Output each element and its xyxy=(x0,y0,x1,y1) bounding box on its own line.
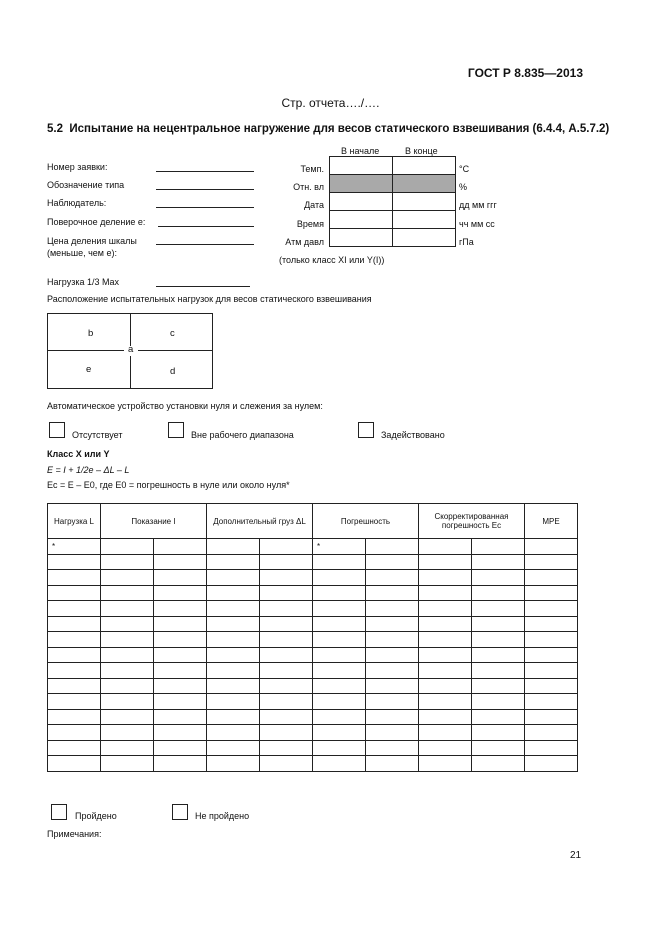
env-unit-time: чч мм сс xyxy=(459,219,495,229)
table-cell[interactable] xyxy=(207,694,260,710)
section-heading: Испытание на нецентральное нагружение для весов статического взвешивания (6.4.4, A.5.7.2) xyxy=(69,123,610,135)
checkbox-active-label: Задействовано xyxy=(381,430,445,440)
table-cell[interactable] xyxy=(207,616,260,632)
table-cell[interactable] xyxy=(366,709,419,725)
table-cell[interactable] xyxy=(207,570,260,586)
table-row xyxy=(48,740,578,756)
table-row xyxy=(48,709,578,725)
table-cell[interactable] xyxy=(313,678,366,694)
header-corrected-error: Скорректированная погрешность Ec xyxy=(419,504,525,539)
table-cell[interactable] xyxy=(419,678,472,694)
table-cell[interactable] xyxy=(472,554,525,570)
env-note: (только класс XI или Y(I)) xyxy=(279,255,385,265)
table-cell[interactable] xyxy=(472,663,525,679)
table-cell[interactable] xyxy=(366,601,419,617)
table-row xyxy=(48,663,578,679)
header-mpe: MPE xyxy=(525,504,578,539)
table-cell[interactable] xyxy=(48,678,101,694)
table-cell[interactable] xyxy=(525,756,578,772)
section-number: 5.2 xyxy=(47,123,63,135)
table-cell[interactable] xyxy=(313,616,366,632)
table-cell[interactable] xyxy=(48,570,101,586)
checkbox-active[interactable] xyxy=(358,422,374,438)
table-cell[interactable] xyxy=(101,601,154,617)
header-reading: Показание I xyxy=(101,504,207,539)
table-cell[interactable] xyxy=(154,740,207,756)
table-mark: * xyxy=(313,539,366,555)
table-cell[interactable] xyxy=(313,632,366,648)
env-label-temp: Темп. xyxy=(300,164,324,174)
table-cell[interactable] xyxy=(48,663,101,679)
table-cell[interactable] xyxy=(366,740,419,756)
table-cell[interactable] xyxy=(419,725,472,741)
table-cell[interactable] xyxy=(419,694,472,710)
table-cell[interactable] xyxy=(101,694,154,710)
table-cell[interactable] xyxy=(313,647,366,663)
table-cell[interactable] xyxy=(101,647,154,663)
position-c: c xyxy=(170,328,175,339)
table-cell[interactable] xyxy=(154,616,207,632)
table-cell[interactable] xyxy=(260,632,313,648)
section-title xyxy=(47,123,609,135)
table-cell[interactable] xyxy=(48,694,101,710)
table-cell[interactable] xyxy=(101,539,154,555)
field-label-verification-division: Поверочное деление e: xyxy=(47,217,146,227)
table-cell[interactable] xyxy=(207,709,260,725)
table-cell[interactable] xyxy=(366,632,419,648)
table-cell[interactable] xyxy=(101,616,154,632)
load-position-diagram xyxy=(47,313,213,389)
table-cell[interactable] xyxy=(419,601,472,617)
table-cell[interactable] xyxy=(260,725,313,741)
table-cell[interactable] xyxy=(313,570,366,586)
table-cell[interactable] xyxy=(419,616,472,632)
table-cell[interactable] xyxy=(419,585,472,601)
checkbox-out-of-range[interactable] xyxy=(168,422,184,438)
table-cell[interactable] xyxy=(366,663,419,679)
table-cell[interactable] xyxy=(525,647,578,663)
table-cell[interactable] xyxy=(525,740,578,756)
table-cell[interactable] xyxy=(154,709,207,725)
table-cell[interactable] xyxy=(154,663,207,679)
field-label-scale-division-note: (меньше, чем e): xyxy=(47,248,117,258)
table-cell[interactable] xyxy=(419,539,472,555)
table-cell[interactable] xyxy=(472,694,525,710)
table-cell[interactable] xyxy=(260,539,313,555)
env-unit-date: дд мм ггг xyxy=(459,200,497,210)
table-mark: * xyxy=(48,539,101,555)
header-load: Нагрузка L xyxy=(48,504,101,539)
table-row xyxy=(48,756,578,772)
checkbox-passed-label: Пройдено xyxy=(75,811,117,821)
table-cell[interactable] xyxy=(472,740,525,756)
table-cell[interactable] xyxy=(207,647,260,663)
env-label-humidity: Отн. вл xyxy=(293,182,324,192)
table-cell[interactable] xyxy=(154,554,207,570)
table-cell[interactable] xyxy=(101,709,154,725)
table-cell[interactable] xyxy=(48,756,101,772)
table-cell[interactable] xyxy=(260,678,313,694)
field-line-application[interactable] xyxy=(156,171,254,172)
table-cell[interactable] xyxy=(260,570,313,586)
table-cell[interactable] xyxy=(525,539,578,555)
position-d: d xyxy=(170,366,176,377)
table-cell[interactable] xyxy=(260,663,313,679)
table-cell[interactable] xyxy=(101,740,154,756)
table-row xyxy=(48,539,578,555)
table-cell[interactable] xyxy=(154,539,207,555)
table-cell[interactable] xyxy=(154,756,207,772)
table-cell[interactable] xyxy=(207,663,260,679)
table-cell[interactable] xyxy=(48,585,101,601)
table-cell[interactable] xyxy=(525,694,578,710)
table-cell[interactable] xyxy=(260,756,313,772)
table-cell[interactable] xyxy=(525,709,578,725)
table-cell[interactable] xyxy=(366,554,419,570)
table-cell[interactable] xyxy=(525,554,578,570)
checkbox-absent[interactable] xyxy=(49,422,65,438)
table-row xyxy=(48,585,578,601)
table-cell[interactable] xyxy=(260,694,313,710)
table-cell[interactable] xyxy=(366,647,419,663)
table-cell[interactable] xyxy=(101,554,154,570)
table-cell[interactable] xyxy=(366,678,419,694)
table-cell[interactable] xyxy=(101,663,154,679)
table-cell[interactable] xyxy=(419,570,472,586)
notes-label: Примечания: xyxy=(47,829,102,839)
table-cell[interactable] xyxy=(472,632,525,648)
checkbox-failed[interactable] xyxy=(172,804,188,820)
table-cell[interactable] xyxy=(207,725,260,741)
env-cell[interactable] xyxy=(393,193,456,211)
environment-grid xyxy=(329,156,456,247)
env-col-start: В начале xyxy=(341,146,380,156)
table-cell[interactable] xyxy=(472,725,525,741)
table-cell[interactable] xyxy=(207,601,260,617)
table-cell[interactable] xyxy=(154,632,207,648)
env-cell[interactable] xyxy=(393,229,456,247)
table-row xyxy=(48,570,578,586)
table-cell[interactable] xyxy=(366,585,419,601)
table-cell[interactable] xyxy=(419,632,472,648)
table-cell[interactable] xyxy=(313,756,366,772)
table-cell[interactable] xyxy=(366,756,419,772)
table-cell[interactable] xyxy=(48,632,101,648)
table-cell[interactable] xyxy=(419,647,472,663)
table-cell[interactable] xyxy=(366,616,419,632)
table-row xyxy=(48,554,578,570)
env-label-date: Дата xyxy=(304,200,324,210)
table-cell[interactable] xyxy=(260,709,313,725)
env-col-end: В конце xyxy=(405,146,438,156)
env-cell[interactable] xyxy=(330,211,393,229)
table-cell[interactable] xyxy=(525,663,578,679)
table-cell[interactable] xyxy=(207,585,260,601)
page-number: 21 xyxy=(570,850,582,861)
table-cell[interactable] xyxy=(472,570,525,586)
table-cell[interactable] xyxy=(525,570,578,586)
table-cell[interactable] xyxy=(207,740,260,756)
table-cell[interactable] xyxy=(101,678,154,694)
table-cell[interactable] xyxy=(472,616,525,632)
table-cell[interactable] xyxy=(472,709,525,725)
table-cell[interactable] xyxy=(472,601,525,617)
table-cell[interactable] xyxy=(313,663,366,679)
env-unit-temp: °C xyxy=(459,164,470,174)
checkbox-passed[interactable] xyxy=(51,804,67,820)
table-row xyxy=(48,632,578,648)
table-cell[interactable] xyxy=(48,601,101,617)
load-line[interactable] xyxy=(156,286,250,287)
table-cell[interactable] xyxy=(472,585,525,601)
table-cell[interactable] xyxy=(313,725,366,741)
header-error: Погрешность xyxy=(313,504,419,539)
table-cell[interactable] xyxy=(366,539,419,555)
table-cell[interactable] xyxy=(101,585,154,601)
table-cell[interactable] xyxy=(101,570,154,586)
table-cell[interactable] xyxy=(154,678,207,694)
env-cell[interactable] xyxy=(393,211,456,229)
table-cell[interactable] xyxy=(207,632,260,648)
table-cell[interactable] xyxy=(419,740,472,756)
env-cell[interactable] xyxy=(330,229,393,247)
table-cell[interactable] xyxy=(313,601,366,617)
table-row xyxy=(48,725,578,741)
table-cell[interactable] xyxy=(313,694,366,710)
table-cell[interactable] xyxy=(525,632,578,648)
env-unit-pressure: гПа xyxy=(459,237,474,247)
table-cell[interactable] xyxy=(207,554,260,570)
table-cell[interactable] xyxy=(101,756,154,772)
field-label-scale-division: Цена деления шкалы xyxy=(47,236,137,246)
position-e: e xyxy=(86,364,92,375)
layout-title: Расположение испытательных нагрузок для весов статического взвешивания xyxy=(47,294,372,304)
env-cell-shaded xyxy=(330,175,393,193)
table-cell[interactable] xyxy=(525,585,578,601)
table-cell[interactable] xyxy=(154,725,207,741)
table-row xyxy=(48,678,578,694)
table-cell[interactable] xyxy=(48,709,101,725)
table-cell[interactable] xyxy=(366,694,419,710)
env-cell[interactable] xyxy=(330,193,393,211)
table-cell[interactable] xyxy=(207,756,260,772)
table-cell[interactable] xyxy=(260,585,313,601)
table-cell[interactable] xyxy=(260,601,313,617)
table-cell[interactable] xyxy=(366,570,419,586)
checkbox-absent-label: Отсутствует xyxy=(72,430,123,440)
load-label: Нагрузка 1/3 Max xyxy=(47,277,119,287)
table-row xyxy=(48,694,578,710)
table-cell[interactable] xyxy=(525,616,578,632)
table-cell[interactable] xyxy=(525,678,578,694)
standard-number: ГОСТ Р 8.835—2013 xyxy=(467,66,583,80)
class-title: Класс X или Y xyxy=(47,449,110,459)
field-line-type[interactable] xyxy=(156,189,254,190)
field-label-application: Номер заявки: xyxy=(47,162,108,172)
zero-tracking-title: Автоматическое устройство установки нуля и слежения за нулем: xyxy=(47,401,323,411)
table-cell[interactable] xyxy=(525,725,578,741)
table-cell[interactable] xyxy=(419,756,472,772)
formula-error: E = I + 1/2e – ΔL – L xyxy=(47,465,130,475)
table-cell[interactable] xyxy=(472,678,525,694)
checkbox-failed-label: Не пройдено xyxy=(195,811,250,821)
env-cell-shaded xyxy=(393,175,456,193)
table-cell[interactable] xyxy=(207,539,260,555)
report-page: Стр. отчета…./…. xyxy=(281,96,380,110)
position-b: b xyxy=(88,328,94,339)
results-table xyxy=(47,503,578,772)
formula-corrected-error: Ec = E – E0, где E0 = погрешность в нуле или около нуля* xyxy=(47,480,290,490)
field-line-observer[interactable] xyxy=(156,207,254,208)
table-cell[interactable] xyxy=(207,678,260,694)
header-additional-weight: Дополнительный груз ΔL xyxy=(207,504,313,539)
table-cell[interactable] xyxy=(472,647,525,663)
table-cell[interactable] xyxy=(419,663,472,679)
table-cell[interactable] xyxy=(313,554,366,570)
table-cell[interactable] xyxy=(154,585,207,601)
position-a: a xyxy=(128,344,134,355)
checkbox-out-of-range-label: Вне рабочего диапазона xyxy=(191,430,294,440)
table-cell[interactable] xyxy=(48,740,101,756)
table-cell[interactable] xyxy=(419,554,472,570)
table-cell[interactable] xyxy=(48,554,101,570)
table-cell[interactable] xyxy=(260,740,313,756)
table-cell[interactable] xyxy=(48,725,101,741)
env-cell[interactable] xyxy=(393,157,456,175)
table-cell[interactable] xyxy=(154,570,207,586)
field-label-observer: Наблюдатель: xyxy=(47,198,107,208)
table-cell[interactable] xyxy=(154,601,207,617)
table-cell[interactable] xyxy=(154,694,207,710)
table-cell[interactable] xyxy=(313,585,366,601)
table-cell[interactable] xyxy=(101,632,154,648)
table-cell[interactable] xyxy=(154,647,207,663)
table-cell[interactable] xyxy=(419,709,472,725)
table-cell[interactable] xyxy=(525,601,578,617)
env-label-pressure: Атм давл xyxy=(285,237,324,247)
table-cell[interactable] xyxy=(472,539,525,555)
field-label-type: Обозначение типа xyxy=(47,180,125,190)
table-row xyxy=(48,647,578,663)
table-row xyxy=(48,616,578,632)
table-cell[interactable] xyxy=(260,554,313,570)
env-unit-humidity: % xyxy=(459,182,468,192)
table-cell[interactable] xyxy=(313,709,366,725)
table-cell[interactable] xyxy=(366,725,419,741)
table-cell[interactable] xyxy=(48,647,101,663)
env-label-time: Время xyxy=(296,219,324,229)
table-cell[interactable] xyxy=(260,616,313,632)
table-cell[interactable] xyxy=(48,616,101,632)
table-row xyxy=(48,601,578,617)
table-cell[interactable] xyxy=(101,725,154,741)
field-line-scale-division[interactable] xyxy=(156,244,254,245)
table-cell[interactable] xyxy=(260,647,313,663)
env-cell[interactable] xyxy=(330,157,393,175)
field-line-verification-division[interactable] xyxy=(158,226,254,227)
table-cell[interactable] xyxy=(313,740,366,756)
table-cell[interactable] xyxy=(472,756,525,772)
